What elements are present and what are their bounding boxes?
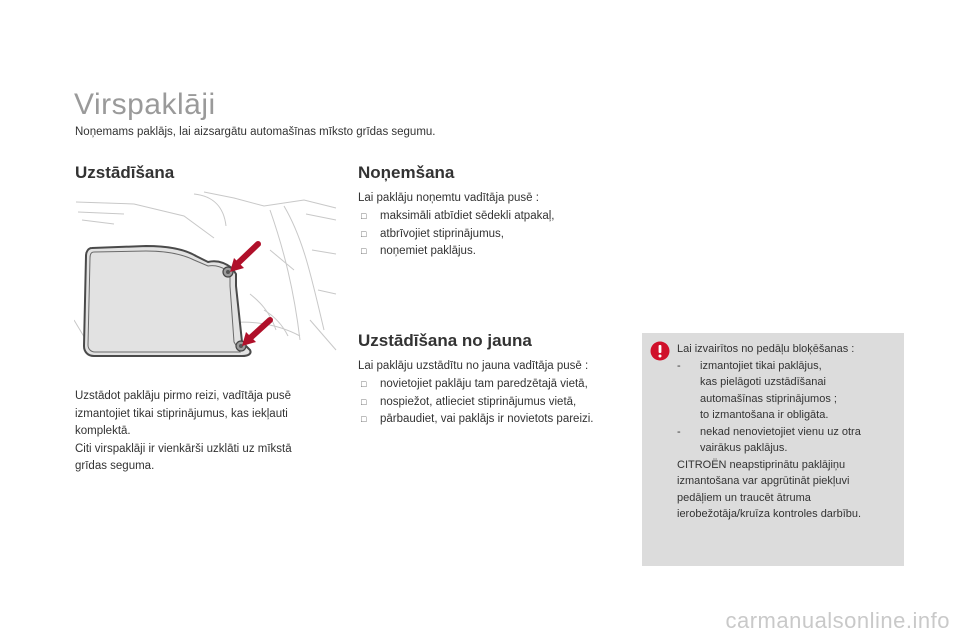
floor-mat-outline bbox=[84, 246, 251, 356]
warning-closing: CITROËN neapstiprinātu paklājiņu izmantošana var apgrūtināt piekļuvi pedāļiem un traucēt ātruma ierobežotāja/kruīza kontroles darbību. bbox=[677, 458, 862, 520]
watermark: carmanualsonline.info bbox=[725, 608, 950, 633]
reinstall-heading: Uzstādīšana no jauna bbox=[358, 331, 532, 350]
warning-text bbox=[677, 341, 902, 523]
warning-box bbox=[642, 333, 904, 566]
square-bullet-icon: □ bbox=[361, 228, 367, 239]
list-item: □ novietojiet paklāju tam paredzētajā vietā, bbox=[361, 378, 588, 390]
list-item: □ noņemiet paklājus. bbox=[361, 245, 476, 257]
list-item: □ nospiežot, atlieciet stiprinājumus vietā, bbox=[361, 395, 577, 408]
square-bullet-icon: □ bbox=[361, 211, 367, 221]
square-bullet-icon: □ bbox=[361, 379, 367, 389]
list-item: □ maksimāli atbīdiet sēdekli atpakaļ, bbox=[361, 210, 555, 222]
page-subtitle: Noņemams paklājs, lai aizsargātu automašīnas mīksto grīdas segumu. bbox=[75, 126, 436, 138]
warning-dash-item: - izmantojiet tikai paklājus, kas pielāgoti uzstādīšanai automašīnas stiprinājumos ; to izmantošana ir obligāta. bbox=[677, 359, 837, 421]
install-heading: Uzstādīšana bbox=[75, 163, 175, 182]
list-item: □ pārbaudiet, vai paklājs ir novietots pareizi. bbox=[361, 413, 594, 425]
warning-intro: Lai izvairītos no pedāļu bloķēšanas : bbox=[677, 343, 855, 355]
warning-exclamation-icon bbox=[650, 341, 670, 361]
warning-dash-item: - nekad nenovietojiet vienu uz otra vairākus paklājus. bbox=[677, 425, 861, 454]
arrow-icon bbox=[242, 320, 270, 346]
removal-intro: Lai paklāju noņemtu vadītāja pusē : bbox=[358, 192, 539, 204]
removal-heading: Noņemšana bbox=[358, 163, 455, 182]
floor-mat-illustration bbox=[74, 190, 338, 358]
reinstall-intro: Lai paklāju uzstādītu no jauna vadītāja pusē : bbox=[358, 360, 589, 372]
square-bullet-icon: □ bbox=[361, 414, 367, 424]
square-bullet-icon: □ bbox=[361, 396, 367, 407]
arrow-icon bbox=[230, 244, 258, 272]
square-bullet-icon: □ bbox=[361, 246, 367, 256]
removal-list bbox=[358, 208, 618, 261]
list-item: □ atbrīvojiet stiprinājumus, bbox=[361, 227, 504, 240]
page-title: Virspaklāji bbox=[74, 88, 216, 121]
reinstall-list bbox=[358, 376, 628, 429]
install-paragraph: Uzstādot paklāju pirmo reizi, vadītāja pusē izmantojiet tikai stiprinājumus, kas iekļauti komplektā. Citi virspaklāji ir vienkārši uzklāti uz mīkstā grīdas seguma. bbox=[75, 390, 292, 472]
